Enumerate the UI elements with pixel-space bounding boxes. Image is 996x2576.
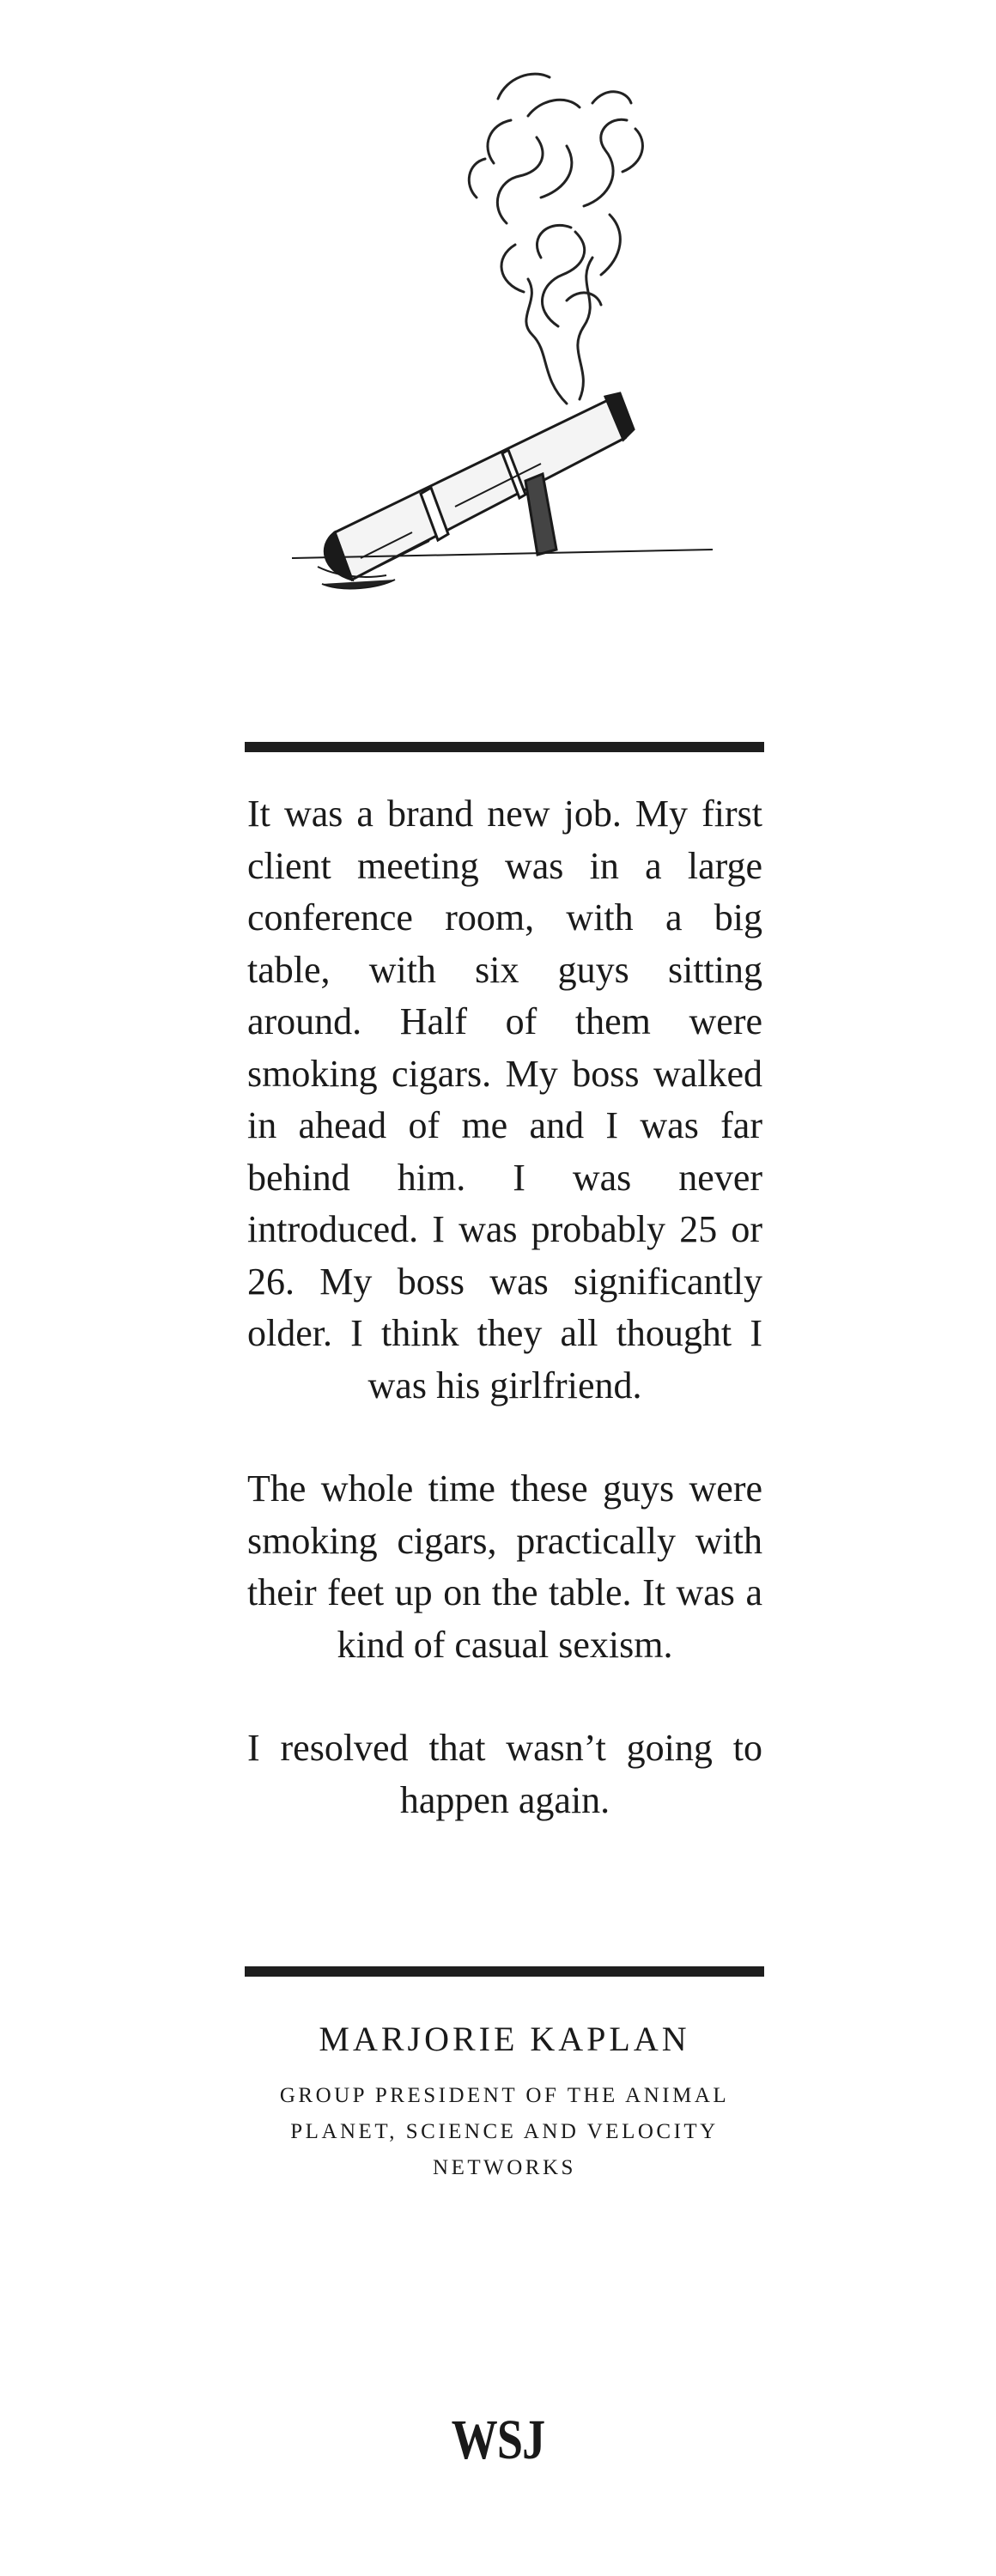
quote-paragraph: The whole time these guys were smoking cigars, practically with their feet up on the table. It was a kind of casual sexism.: [247, 1467, 762, 1666]
quote-body: [247, 788, 762, 1826]
quote-paragraph: It was a brand new job. My first client meeting was in a large conference room, with a big table, with six guys sitting around. Half of them were smoking cigars. My boss walked in ahead of me and I was far behind him. I was never introduced. I was probably 25 or 26. My boss was significantly older. I think they all thought I was his girlfriend.: [247, 793, 762, 1406]
top-divider: [245, 742, 764, 752]
author-name: MARJORIE KAPLAN: [319, 2020, 690, 2058]
bottom-divider: [245, 1966, 764, 1977]
author-title: GROUP PRESIDENT OF THE ANIMAL PLANET, SCIENCE AND VELOCITY NETWORKS: [279, 2084, 730, 2179]
quote-paragraph: I resolved that wasn’t going to happen again.: [247, 1727, 762, 1821]
smoking-cigar-icon: [283, 52, 730, 601]
wsj-logo: WSJ: [451, 2409, 545, 2471]
